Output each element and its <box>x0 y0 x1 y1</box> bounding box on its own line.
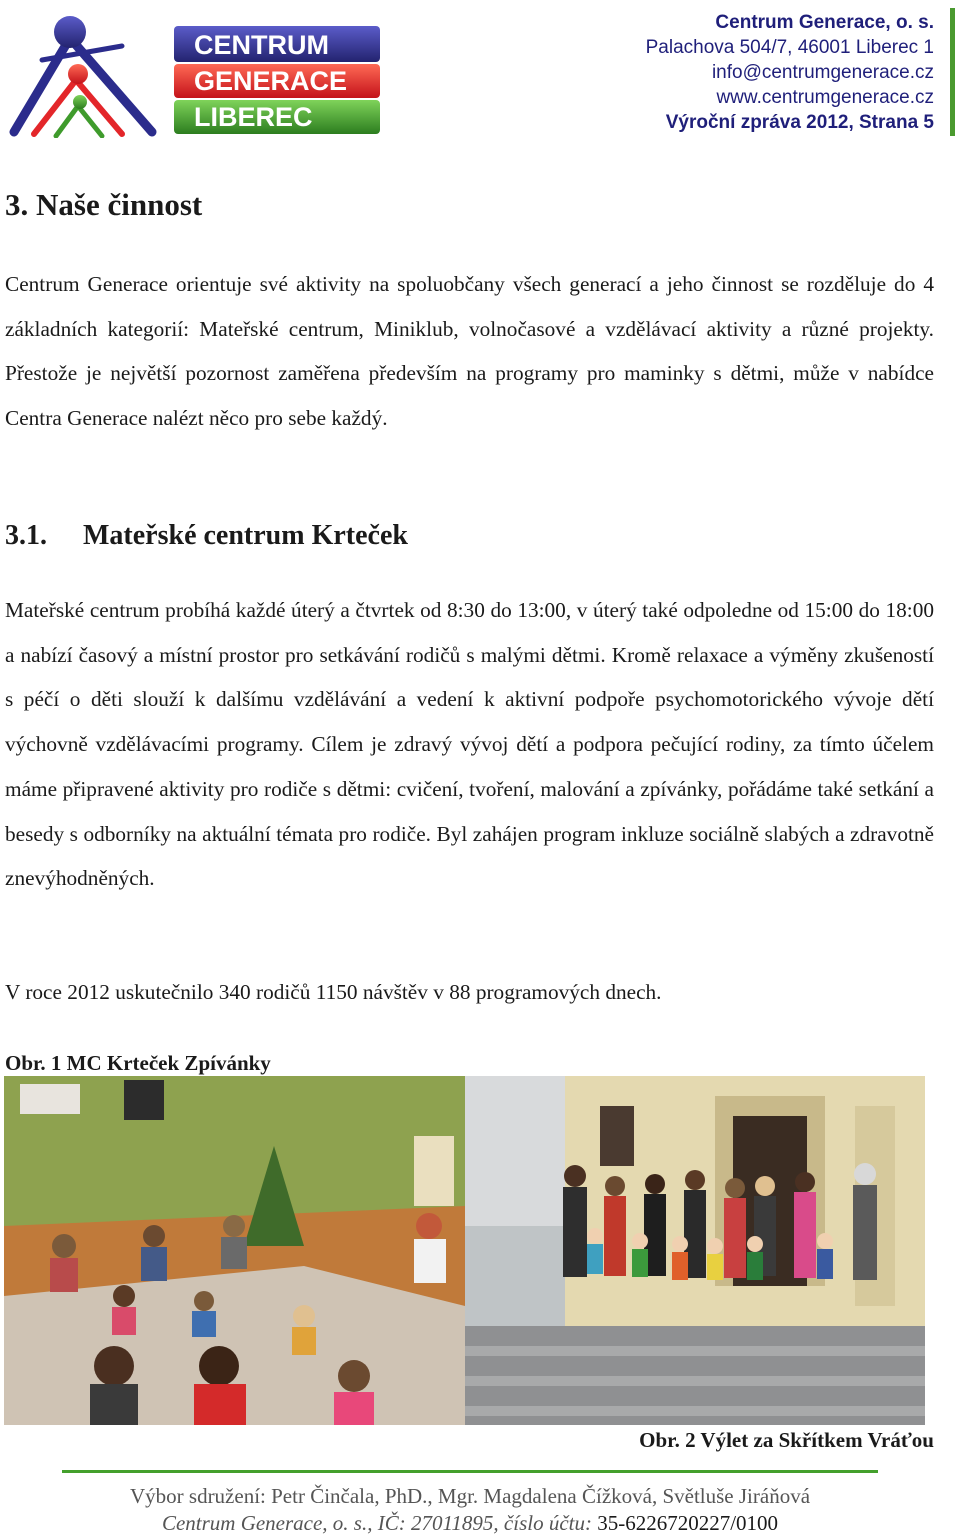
logo-figure-icon <box>14 16 152 136</box>
figure-2-caption: Obr. 2 Výlet za Skřítkem Vráťou <box>639 1428 934 1452</box>
subsection-title: Mateřské centrum Krteček <box>83 520 408 551</box>
centrum-generace-logo <box>4 10 384 138</box>
footer-account-number: 35-6226720227/0100 <box>597 1511 779 1535</box>
subsection-number: 3.1. <box>5 520 47 551</box>
footer-registration-text: Centrum Generace, o. s., IČ: 27011895, číslo účtu: <box>161 1511 592 1535</box>
section-intro: Centrum Generace orientuje své aktivity na spoluobčany všech generací a jeho činnost se rozděluje do 4 základních kategorií: Mateřské centrum, Miniklub, volnočasové a vzdělávací aktivity a různé projekty. Přestože je největší pozornost zaměřena především na programy pro maminky s dětmi, může v nabídce Centra Generace nalézt něco pro sebe každý. <box>5 272 934 431</box>
header-accent-bar <box>950 8 955 136</box>
figure-1-caption: Obr. 1 MC Krteček Zpívánky <box>5 1051 271 1075</box>
subsection-body: Mateřské centrum probíhá každé úterý a čtvrtek od 8:30 do 13:00, v úterý také odpoledne od 15:00 do 18:00 a nabízí časový a místní prostor pro setkávání rodičů s malými dětmi. Kromě relaxace a výměny zkušeností s péčí o děti slouží k dalšímu vzdělávání a vedení k aktivní podpoře psychomotorického vývoje dětí výchovně vzdělávacími programy. Cílem je zdravý vývoj dětí a podpora pečující rodiny, za tímto účelem máme připravené aktivity pro rodiče s dětmi: cvičení, tvoření, malování a zpívánky, pořádáme také setkání a besedy s odborníky na aktuální témata pro rodiče. Byl zahájen program inkluze sociálně slabých a zdravotně znevýhodněných. <box>5 598 934 891</box>
photo-trip-group <box>465 1076 925 1425</box>
org-email[interactable]: info@centrumgenerace.cz <box>711 62 934 83</box>
org-web[interactable]: www.centrumgenerace.cz <box>716 87 934 108</box>
footer-board: Výbor sdružení: Petr Činčala, PhD., Mgr. Magdalena Čížková, Světluše Jiráňová <box>129 1484 811 1508</box>
logo-line-2: GENERACE <box>194 66 348 96</box>
org-address: Palachova 504/7, 46001 Liberec 1 <box>645 37 934 58</box>
logo-line-3: LIBEREC <box>194 102 313 132</box>
subsection-heading <box>5 516 408 556</box>
visit-stats: V roce 2012 uskutečnilo 340 rodičů 1150 návštěv v 88 programových dnech. <box>5 980 662 1004</box>
section-title: 3. Naše činnost <box>5 187 203 222</box>
logo-line-1: CENTRUM <box>194 30 329 60</box>
footer-registration <box>0 1509 940 1537</box>
org-name: Centrum Generace, o. s. <box>715 12 934 33</box>
report-page: Výroční zpráva 2012, Strana 5 <box>665 112 934 133</box>
footer-divider <box>62 1470 878 1473</box>
organization-contact <box>646 10 934 135</box>
photo-singing-session <box>4 1076 465 1425</box>
